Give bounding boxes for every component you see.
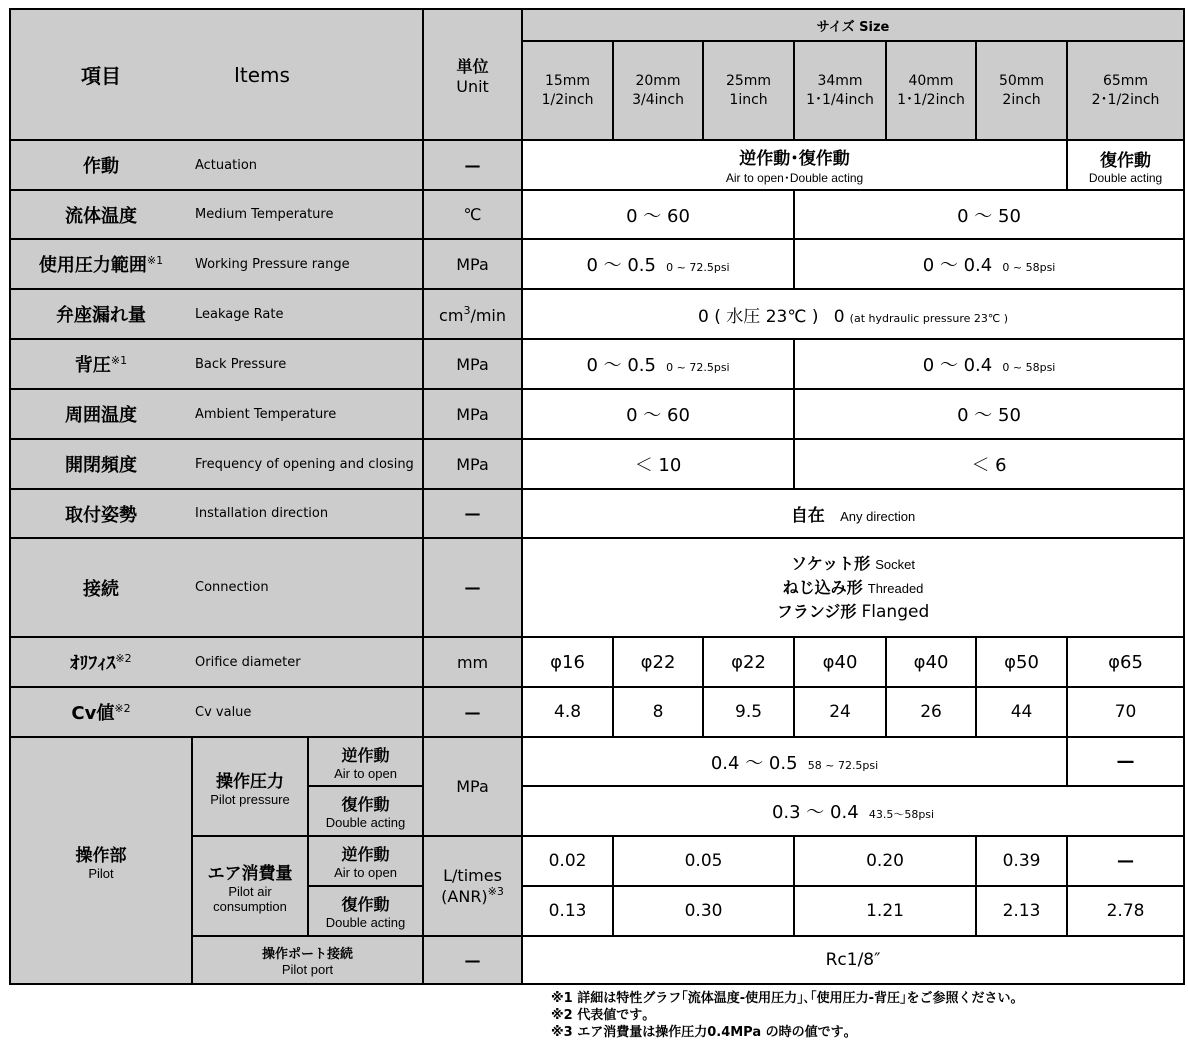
value-main: 0 ～ 0.4 — [922, 355, 993, 376]
value-cell: 26 — [886, 687, 976, 737]
footnote-2: ※2 代表値です｡ — [551, 1008, 649, 1023]
value-jp: フランジ形 — [776, 601, 857, 621]
row-actuation — [10, 140, 1184, 190]
footnote-ref: ※2 — [115, 652, 132, 665]
mode-en: Air to open — [334, 765, 397, 781]
value-jp: ソケット形 — [791, 553, 871, 573]
value-main: 0.4 ～ 0.5 — [710, 752, 798, 774]
unit-line: L/times — [443, 866, 502, 885]
mode-cell — [308, 836, 423, 886]
unit-cell: mm — [423, 637, 522, 687]
unit-cell: — — [423, 140, 522, 190]
value-sub: 0 ~ 58psi — [1002, 261, 1056, 274]
item-cell — [10, 637, 423, 687]
value-cell — [522, 339, 794, 389]
size-mm: 65mm — [1102, 72, 1149, 89]
value-cell: 0.13 — [522, 886, 613, 936]
pilot-pressure-jp: 操作圧力 — [216, 771, 284, 792]
row-cv-value — [10, 687, 1184, 737]
pilot-jp: 操作部 — [75, 845, 127, 866]
item-cell — [10, 687, 423, 737]
value-cell — [522, 140, 1067, 190]
value-cell: 2.13 — [976, 886, 1067, 936]
value-main: 0.3 ～ 0.4 — [771, 802, 859, 823]
size-15mm — [522, 41, 613, 140]
size-inch: 2inch — [1002, 91, 1041, 108]
pilot-port-cell — [192, 936, 423, 984]
mode-jp: 逆作動 — [341, 745, 390, 765]
value-cell — [522, 289, 1184, 339]
mode-en: Double acting — [325, 815, 406, 830]
mode-cell — [308, 786, 423, 836]
value-en: Flanged — [861, 601, 930, 622]
value-en: Double acting — [1088, 170, 1163, 185]
value-jp: 自在 — [790, 506, 825, 526]
size-inch: 1inch — [729, 91, 768, 108]
item-jp: 開閉頻度 — [65, 455, 137, 476]
unit-sup: 3 — [463, 303, 471, 317]
footnote-ref: ※3 — [487, 885, 504, 898]
value-cell: 0.05 — [613, 836, 794, 886]
value-cell: 70 — [1067, 687, 1184, 737]
size-inch: 1･1/4inch — [806, 91, 874, 108]
footnote-ref: ※1 — [146, 254, 164, 267]
unit-cell: — — [423, 687, 522, 737]
value-cell — [522, 538, 1184, 637]
value-cell — [794, 339, 1184, 389]
pilot-cell — [10, 737, 192, 984]
pilot-port-jp: 操作ポート接続 — [262, 947, 354, 962]
size-mm: 25mm — [725, 72, 772, 89]
value-cell: 8 — [613, 687, 703, 737]
value-cell: 0.20 — [794, 836, 976, 886]
value-cell: Rc1/8″ — [522, 936, 1184, 984]
row-frequency — [10, 439, 1184, 489]
value-sub: 0 ~ 58psi — [1002, 361, 1056, 374]
size-25mm — [703, 41, 794, 140]
item-jp: ｵﾘﾌｨｽ — [70, 653, 116, 674]
mode-en: Air to open — [334, 865, 397, 880]
row-connection — [10, 538, 1184, 637]
value-cell: 4.8 — [522, 687, 613, 737]
value-cell: 0.02 — [522, 836, 613, 886]
size-mm: 34mm — [817, 72, 863, 89]
header-unit-jp: 単位 — [456, 56, 489, 76]
item-en: Cv value — [195, 704, 252, 720]
value-cell — [522, 489, 1184, 538]
value-cell-65: — — [1067, 737, 1184, 786]
item-en: Orifice diameter — [195, 654, 301, 670]
footnote-1: ※1 詳細は特性グラフ｢流体温度-使用圧力｣､｢使用圧力-背圧｣をご参照ください｡ — [551, 991, 1018, 1006]
value-cell-65 — [1067, 140, 1184, 190]
unit-cell — [423, 289, 522, 339]
size-inch: 1･1/2inch — [897, 91, 965, 108]
value-cell: 24 — [794, 687, 886, 737]
header-unit — [423, 9, 522, 140]
value-jp: ねじ込み形 — [782, 577, 863, 597]
value-cell: 0 ～ 60 — [522, 190, 794, 239]
unit-base: cm — [439, 305, 464, 325]
item-cell — [10, 439, 423, 489]
value-en: Threaded — [867, 580, 924, 596]
value-cell: 0 ～ 50 — [794, 389, 1184, 439]
size-inch: 3/4inch — [632, 91, 684, 108]
pilot-consumption-cell — [192, 836, 308, 936]
size-50mm — [976, 41, 1067, 140]
row-installation-direction — [10, 489, 1184, 538]
pilot-en: Pilot — [88, 865, 114, 881]
value-cell: 0 ～ 50 — [794, 190, 1184, 239]
connection-socket — [523, 552, 1183, 576]
size-40mm — [886, 41, 976, 140]
value-cell: 2.78 — [1067, 886, 1184, 936]
value-jp: 逆作動･復作動 — [739, 149, 850, 169]
value-cell — [522, 239, 794, 289]
value-main: 0 ( 水圧 23℃ ) — [698, 306, 819, 327]
value-cell — [522, 786, 1184, 836]
item-jp: 接続 — [83, 578, 119, 600]
value-cell: φ22 — [613, 637, 703, 687]
value-sub: 58 ~ 72.5psi — [807, 758, 879, 772]
item-en: Frequency of opening and closing — [195, 456, 414, 472]
size-34mm — [794, 41, 886, 140]
value-cell: 0 ～ 60 — [522, 389, 794, 439]
value-en: 0 — [833, 306, 845, 327]
value-main: 0 ～ 0.4 — [922, 255, 993, 276]
value-cell: φ16 — [522, 637, 613, 687]
unit-cell: ℃ — [423, 190, 522, 239]
item-jp: 弁座漏れ量 — [56, 305, 146, 326]
item-jp: 周囲温度 — [65, 405, 137, 426]
size-mm: 40mm — [908, 72, 954, 89]
row-working-pressure — [10, 239, 1184, 289]
size-65mm — [1067, 41, 1184, 140]
value-main: 0 ～ 0.5 — [586, 355, 656, 376]
footnotes — [551, 990, 1017, 1041]
value-cell: φ40 — [794, 637, 886, 687]
unit-cell: MPa — [423, 239, 522, 289]
value-sub: 43.5～58psi — [868, 808, 935, 821]
item-cell — [10, 239, 423, 289]
row-leakage-rate — [10, 289, 1184, 339]
value-en: Socket — [875, 556, 915, 572]
value-en: Any direction — [840, 509, 916, 524]
pilot-port-en: Pilot port — [281, 962, 334, 977]
size-inch: 1/2inch — [541, 91, 594, 108]
mode-cell — [308, 737, 423, 786]
item-en: Back Pressure — [195, 356, 287, 372]
value-cell: φ22 — [703, 637, 794, 687]
item-en: Leakage Rate — [195, 306, 284, 322]
size-inch: 2･1/2inch — [1091, 91, 1160, 108]
unit-cell: — — [423, 489, 522, 538]
item-jp: 流体温度 — [65, 205, 137, 227]
size-20mm — [613, 41, 703, 140]
value-main: 0 ～ 0.5 — [586, 255, 656, 276]
value-cell: φ40 — [886, 637, 976, 687]
pilot-consumption-en: Pilot air — [228, 883, 272, 899]
item-en: Medium Temperature — [195, 207, 334, 222]
item-cell — [10, 339, 423, 389]
connection-threaded — [523, 576, 1183, 600]
value-cell: 44 — [976, 687, 1067, 737]
mode-en: Double acting — [325, 915, 406, 930]
row-ambient-temperature — [10, 389, 1184, 439]
header-items — [10, 9, 423, 140]
item-en: Connection — [195, 580, 269, 595]
value-sub: 0 ~ 72.5psi — [666, 361, 730, 374]
footnote-3: ※3 エア消費量は操作圧力0.4MPa の時の値です｡ — [551, 1025, 851, 1040]
item-jp: 使用圧力範囲 — [38, 255, 147, 276]
value-cell: ＜ 6 — [794, 439, 1184, 489]
header-items-en: Items — [234, 62, 290, 87]
size-mm: 15mm — [544, 72, 591, 89]
pilot-pressure-cell — [192, 737, 308, 836]
value-cell — [794, 239, 1184, 289]
value-cell: φ50 — [976, 637, 1067, 687]
unit-cell: MPa — [423, 737, 522, 836]
size-mm: 50mm — [998, 72, 1045, 89]
row-back-pressure — [10, 339, 1184, 389]
value-cell: 1.21 — [794, 886, 976, 936]
value-cell: — — [1067, 836, 1184, 886]
item-jp: 取付姿勢 — [65, 504, 137, 526]
item-en: Actuation — [195, 157, 258, 173]
header-unit-en: Unit — [456, 76, 489, 96]
item-cell — [10, 389, 423, 439]
pilot-consumption-en: consumption — [213, 898, 287, 914]
item-jp: 作動 — [83, 156, 119, 177]
value-cell: 0.39 — [976, 836, 1067, 886]
item-en: Working Pressure range — [195, 256, 350, 272]
item-cell — [10, 538, 423, 637]
item-cell — [10, 289, 423, 339]
value-jp: 復作動 — [1100, 150, 1152, 171]
item-cell — [10, 140, 423, 190]
pilot-pressure-en: Pilot pressure — [210, 791, 290, 807]
mode-jp: 逆作動 — [341, 845, 390, 864]
unit-cell: — — [423, 538, 522, 637]
row-pilot-pressure-air-to-open — [10, 737, 1184, 786]
spec-table — [9, 8, 1185, 985]
value-cell: 0.30 — [613, 886, 794, 936]
footnote-ref: ※1 — [110, 354, 128, 367]
footnote-ref: ※2 — [114, 702, 131, 715]
header-items-jp: 項目 — [81, 64, 121, 88]
value-cell — [522, 737, 1067, 786]
unit-cell: MPa — [423, 389, 522, 439]
value-cell: ＜ 10 — [522, 439, 794, 489]
value-cell: 9.5 — [703, 687, 794, 737]
unit-line: (ANR) — [441, 887, 488, 906]
unit-cell: MPa — [423, 339, 522, 389]
row-orifice — [10, 637, 1184, 687]
connection-flanged — [523, 600, 1183, 624]
value-sub: 0 ~ 72.5psi — [666, 261, 730, 274]
unit-cell: — — [423, 936, 522, 984]
item-cell — [10, 190, 423, 239]
item-cell — [10, 489, 423, 538]
header-size-label: サイズ Size — [522, 9, 1184, 41]
item-jp: Cv値 — [71, 703, 115, 724]
size-mm: 20mm — [635, 72, 681, 89]
unit-tail: /min — [470, 305, 506, 325]
value-en: Air to open･Double acting — [725, 171, 864, 185]
unit-cell: MPa — [423, 439, 522, 489]
mode-jp: 復作動 — [341, 895, 390, 914]
pilot-consumption-jp: エア消費量 — [207, 863, 293, 884]
value-cell: φ65 — [1067, 637, 1184, 687]
row-medium-temperature — [10, 190, 1184, 239]
item-jp: 背圧 — [74, 355, 111, 376]
mode-jp: 復作動 — [341, 795, 390, 814]
unit-cell — [423, 836, 522, 936]
mode-cell — [308, 886, 423, 936]
item-en: Installation direction — [195, 506, 329, 521]
item-en: Ambient Temperature — [195, 406, 337, 422]
value-sub: (at hydraulic pressure 23℃ ) — [849, 311, 1009, 325]
